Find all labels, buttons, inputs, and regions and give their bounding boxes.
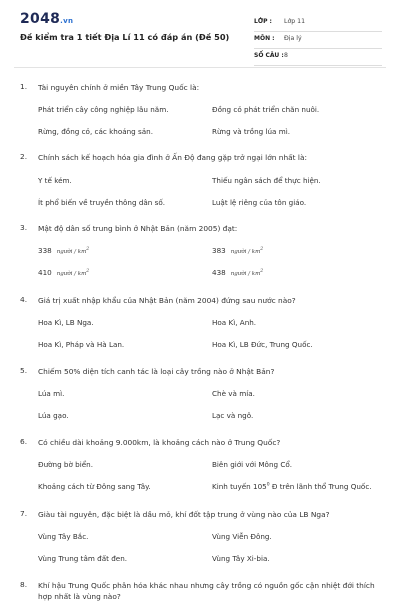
meta-key: MÔN : xyxy=(254,35,275,42)
answer-option-a[interactable]: Phát triển cây công nghiệp lâu năm. xyxy=(38,105,169,114)
unit-text: người / km xyxy=(56,271,87,277)
question-text: Chiếm 50% diện tích canh tác là loại cây trồng nào ở Nhật Bản? xyxy=(38,367,275,376)
answer-option-a[interactable]: Y tế kém. xyxy=(38,176,72,185)
answer-option-d[interactable] xyxy=(212,268,263,277)
site-logo[interactable] xyxy=(20,11,73,27)
unit-exponent: 2 xyxy=(86,247,90,253)
question-number: 6. xyxy=(20,437,28,446)
answer-option-b[interactable]: Thiếu ngân sách để thực hiện. xyxy=(212,176,321,185)
unit-exponent: 2 xyxy=(260,247,264,253)
meta-row-subject xyxy=(254,33,382,49)
unit-label xyxy=(57,249,89,255)
answer-option-c[interactable]: Vùng Trung tâm đất đen. xyxy=(38,554,128,563)
answer-option-a[interactable]: Hoa Kì, LB Nga. xyxy=(38,318,94,327)
answer-text: Đ trên lãnh thổ Trung Quốc. xyxy=(269,482,372,491)
question-number: 2. xyxy=(20,152,28,161)
answer-option-d[interactable]: Luật lệ riêng của tôn giáo. xyxy=(212,198,307,207)
meta-value: 8 xyxy=(284,52,288,59)
meta-key: SỐ CÂU : xyxy=(254,52,284,59)
question-number: 5. xyxy=(20,366,28,375)
unit-label xyxy=(57,271,89,277)
unit-label xyxy=(231,271,263,277)
answer-value: 338 xyxy=(38,246,52,255)
question-number: 8. xyxy=(20,580,28,589)
unit-text: người / km xyxy=(230,249,261,255)
question-number: 1. xyxy=(20,82,28,91)
question-number: 4. xyxy=(20,295,28,304)
answer-option-d[interactable]: Vùng Tây Xi-bia. xyxy=(212,554,270,563)
question-text: Có chiều dài khoảng 9.000km, là khoảng cách nào ở Trung Quốc? xyxy=(38,438,281,447)
answer-option-a[interactable] xyxy=(38,246,89,255)
question-number: 7. xyxy=(20,509,28,518)
answer-option-b[interactable]: Đồng cỏ phát triển chăn nuôi. xyxy=(212,105,320,114)
answer-option-b[interactable]: Vùng Viễn Đông. xyxy=(212,532,272,541)
meta-row-count xyxy=(254,50,382,66)
answer-option-c[interactable]: Lúa gạo. xyxy=(38,411,69,420)
meta-key: LỚP : xyxy=(254,18,272,25)
answer-value: 383 xyxy=(212,246,226,255)
meta-value: Địa lý xyxy=(284,35,302,42)
answer-option-b[interactable]: Biên giới với Mông Cổ. xyxy=(212,460,293,469)
answer-option-d[interactable] xyxy=(212,482,372,491)
answer-option-a[interactable]: Lúa mì. xyxy=(38,389,65,398)
question-text: Giá trị xuất nhập khẩu của Nhật Bản (năm 2004) đứng sau nước nào? xyxy=(38,296,296,305)
answer-option-d[interactable]: Hoa Kì, LB Đức, Trung Quốc. xyxy=(212,340,313,349)
unit-text: người / km xyxy=(230,271,261,277)
question-text: Mật độ dân số trung bình ở Nhật Bản (năm 2005) đạt: xyxy=(38,224,238,233)
question-number: 3. xyxy=(20,223,28,232)
header-divider xyxy=(14,67,386,68)
answer-value: 410 xyxy=(38,268,52,277)
unit-text: người / km xyxy=(56,249,87,255)
question-text: Chính sách kế hoạch hóa gia đình ở Ấn Độ đang gặp trở ngại lớn nhất là: xyxy=(38,153,307,162)
answer-option-c[interactable]: Ít phổ biến về truyền thông dân số. xyxy=(38,198,166,207)
logo-suffix: .vn xyxy=(60,17,74,25)
meta-row-class xyxy=(254,16,382,32)
meta-value: Lớp 11 xyxy=(284,18,306,25)
answer-option-b[interactable]: Hoa Kì, Anh. xyxy=(212,318,257,327)
answer-value: 438 xyxy=(212,268,226,277)
answer-option-d[interactable]: Lạc và ngô. xyxy=(212,411,254,420)
answer-option-c[interactable]: Hoa Kì, Pháp và Hà Lan. xyxy=(38,340,125,349)
question-text: Khí hậu Trung Quốc phân hóa khác nhau nhưng cây trồng có nguồn gốc cận nhiệt đới thích hợp nhất là vùng nào? xyxy=(38,581,375,601)
answer-option-c[interactable]: Rừng, đồng cỏ, các khoáng sản. xyxy=(38,127,154,136)
answer-option-a[interactable]: Vùng Tây Bắc. xyxy=(38,532,89,541)
unit-label xyxy=(231,249,263,255)
answer-option-d[interactable]: Rừng và trồng lúa mì. xyxy=(212,127,290,136)
answer-option-a[interactable]: Đường bờ biển. xyxy=(38,460,93,469)
answer-option-b[interactable]: Chè và mía. xyxy=(212,389,255,398)
exam-meta-table xyxy=(254,16,382,66)
page-title: Đề kiểm tra 1 tiết Địa Lí 11 có đáp án (Đề 50) xyxy=(20,32,230,42)
answer-option-c[interactable]: Khoảng cách từ Đông sang Tây. xyxy=(38,482,151,491)
answer-text: Kinh tuyến 105 xyxy=(212,482,267,491)
logo-text: 2048 xyxy=(20,11,61,27)
question-text: Tài nguyên chính ở miền Tây Trung Quốc là: xyxy=(38,83,200,92)
unit-exponent: 2 xyxy=(86,269,90,275)
answer-option-c[interactable] xyxy=(38,268,89,277)
degree-superscript: 0 xyxy=(266,482,270,488)
unit-exponent: 2 xyxy=(260,269,264,275)
question-text: Giàu tài nguyên, đặc biệt là dầu mỏ, khí đốt tập trung ở vùng nào của LB Nga? xyxy=(38,510,330,519)
answer-option-b[interactable] xyxy=(212,246,263,255)
